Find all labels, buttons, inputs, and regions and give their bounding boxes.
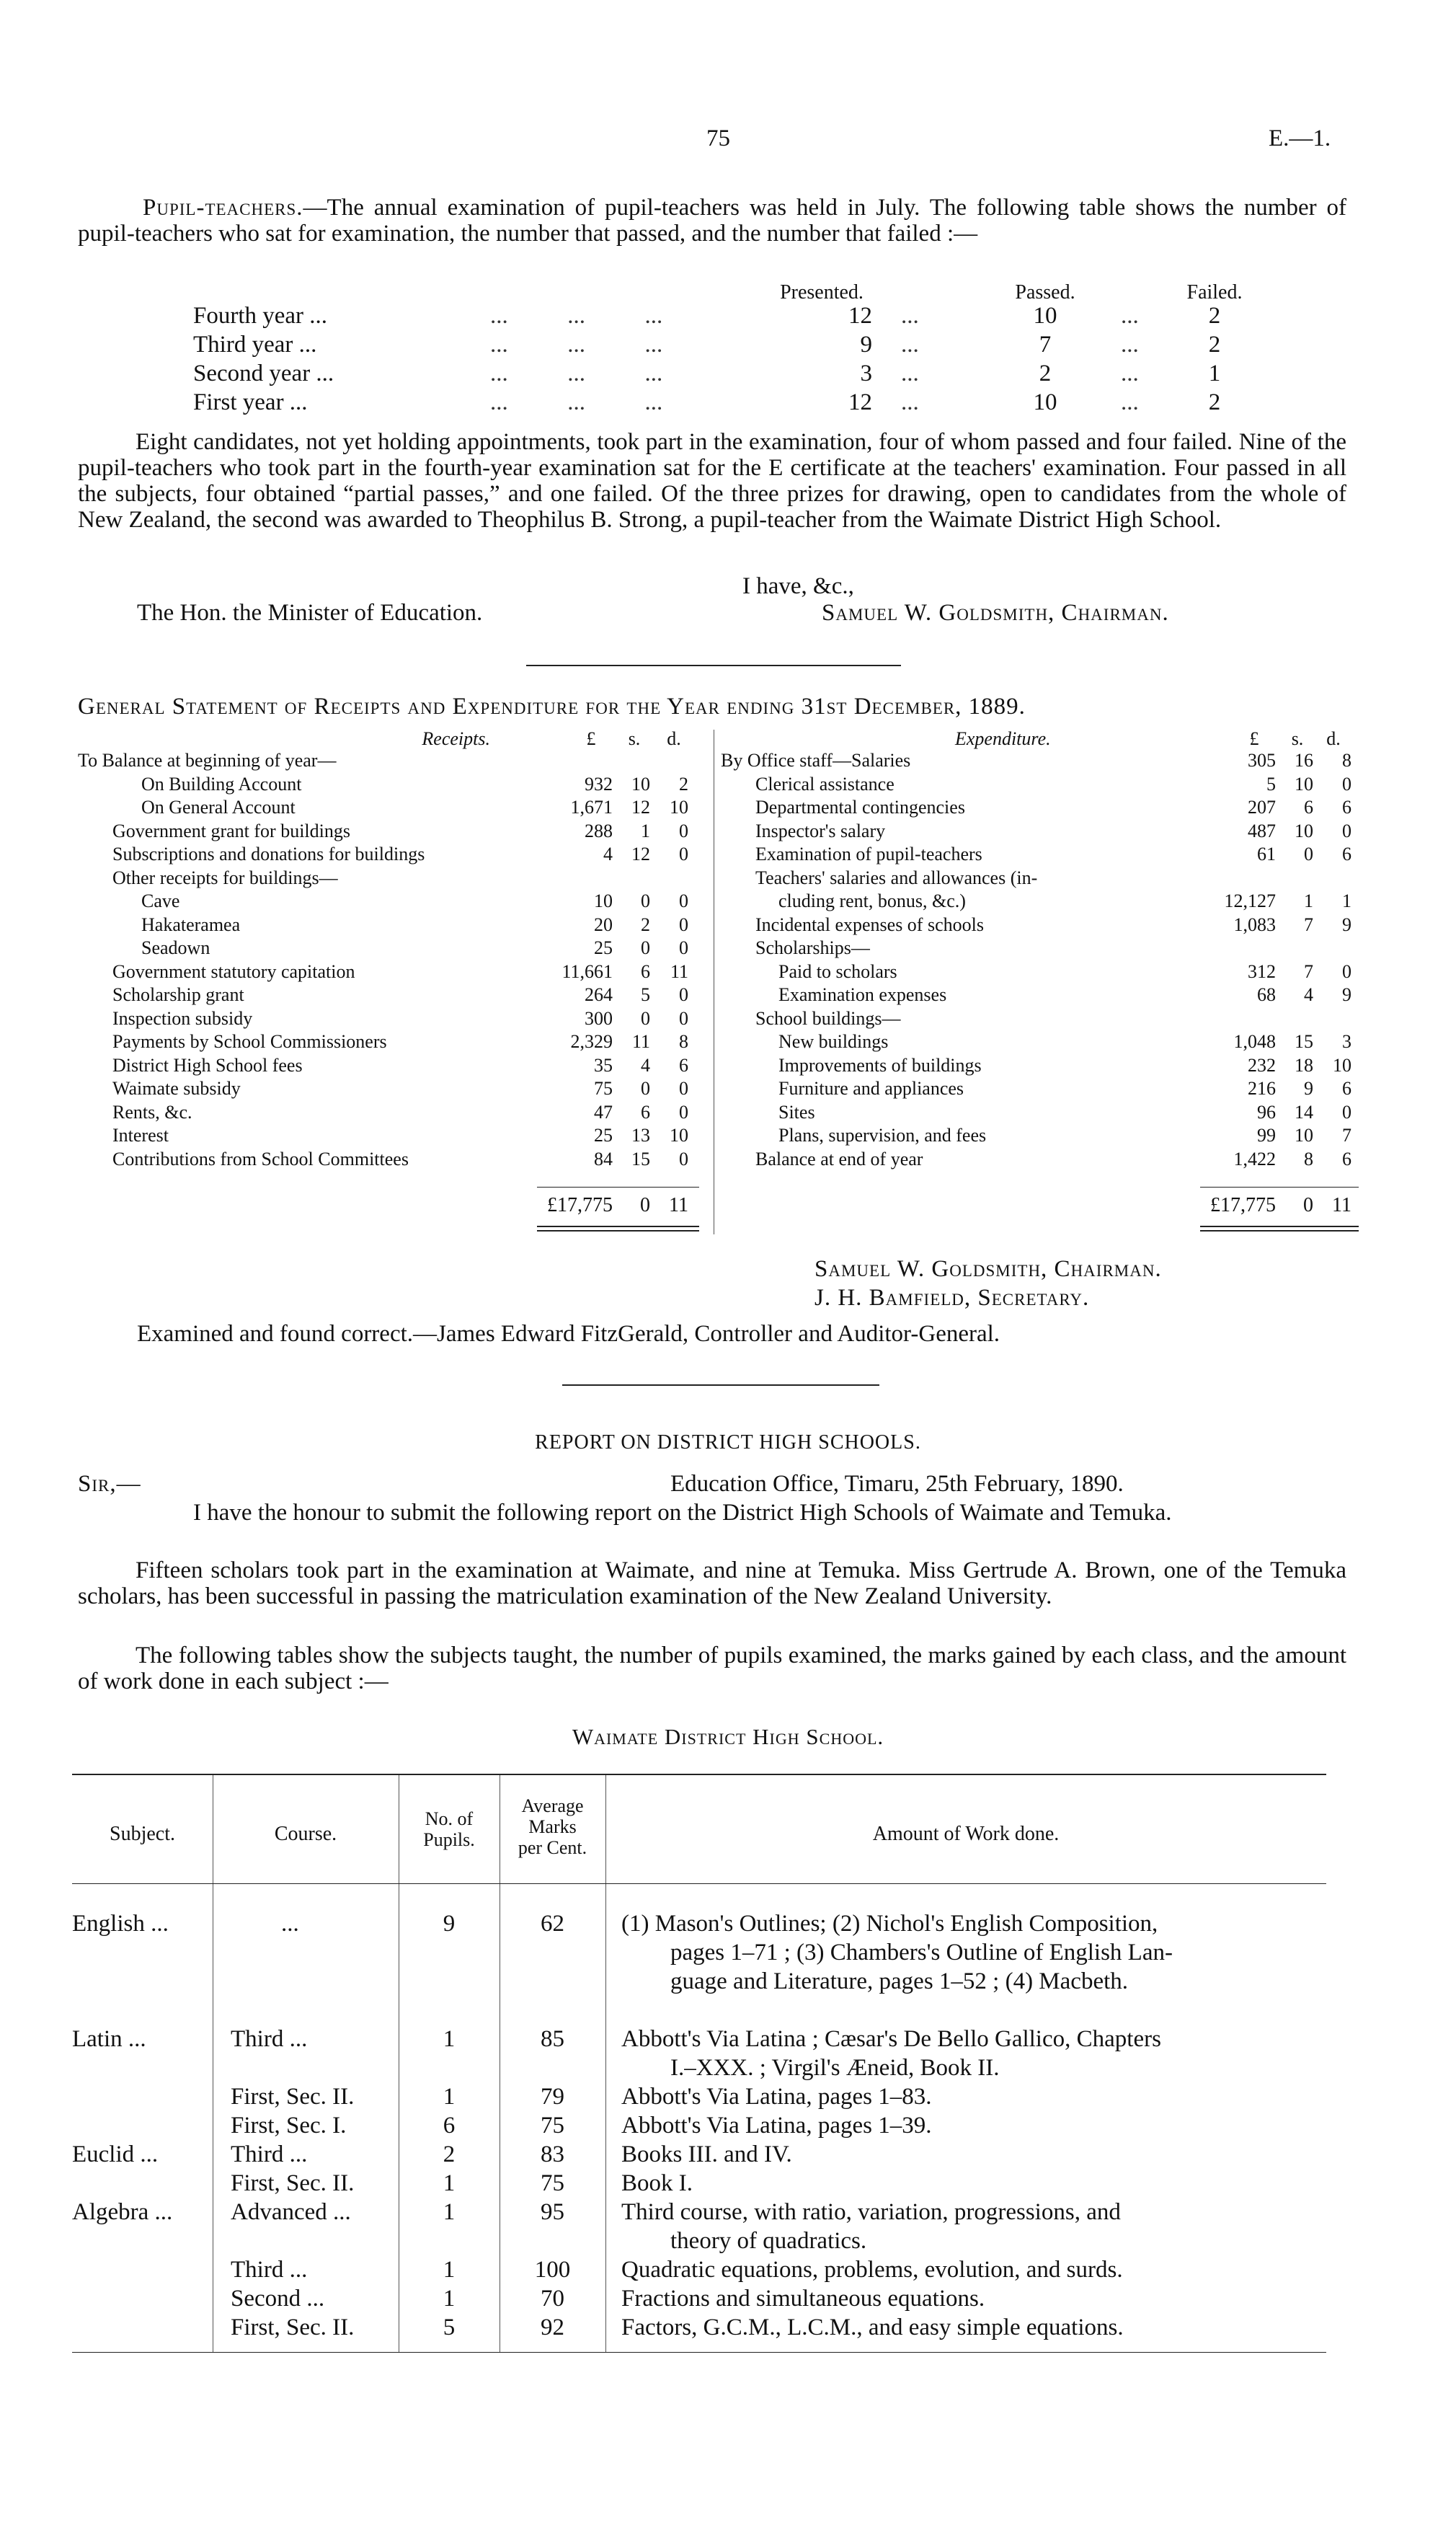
table-top-rule bbox=[72, 1774, 1326, 1775]
statement-signature-secretary: J. H. Bamfield, Secretary. bbox=[814, 1285, 1090, 1311]
receipt-row-pence: 0 bbox=[679, 820, 688, 841]
statement-signature-chairman: Samuel W. Goldsmith, Chairman. bbox=[814, 1256, 1162, 1282]
expenditure-row-pounds: 207 bbox=[1248, 797, 1276, 818]
table-row-pupils: 1 bbox=[443, 2170, 456, 2196]
expenditure-row-shillings: 1 bbox=[1304, 890, 1313, 911]
expenditure-row-pence: 9 bbox=[1342, 984, 1351, 1005]
expenditure-row-pounds: 1,048 bbox=[1233, 1031, 1276, 1052]
table-row-marks: 100 bbox=[534, 2257, 571, 2283]
receipt-row-pence: 0 bbox=[679, 1148, 688, 1169]
expenditure-row-shillings: 6 bbox=[1304, 797, 1313, 818]
statement-title: General Statement of Receipts and Expenditure for the Year ending 31st December, 1889. bbox=[78, 694, 1026, 720]
header-passed: Passed. bbox=[1015, 281, 1075, 304]
pt-row-failed: 1 bbox=[1208, 361, 1221, 386]
expenditure-row-shillings: 16 bbox=[1295, 750, 1313, 771]
receipt-row-pounds: 288 bbox=[585, 820, 613, 841]
expenditure-row-pounds: 1,422 bbox=[1233, 1148, 1276, 1169]
table-row-marks: 70 bbox=[541, 2286, 564, 2312]
col-header-marks bbox=[500, 1795, 605, 1858]
receipts-label: Receipts. bbox=[422, 728, 490, 749]
pt-row-leader-2: ... bbox=[901, 361, 919, 386]
receipt-row-pounds: 84 bbox=[594, 1148, 613, 1169]
page-number: 75 bbox=[706, 125, 730, 151]
expenditure-row-pence: 0 bbox=[1342, 960, 1351, 982]
table-row-marks: 85 bbox=[541, 2026, 564, 2052]
receipt-row-pence: 10 bbox=[670, 1125, 688, 1146]
receipt-row-label: Cave bbox=[141, 890, 180, 911]
table-row-subject: Euclid ... bbox=[72, 2141, 159, 2167]
report-dateline: Education Office, Timaru, 25th February, 1890. bbox=[670, 1471, 1124, 1497]
table-row-work: theory of quadratics. bbox=[670, 2228, 867, 2254]
expenditure-row-shillings: 14 bbox=[1295, 1101, 1313, 1123]
receipt-row-label: On General Account bbox=[141, 797, 296, 818]
receipt-row-label: Rents, &c. bbox=[112, 1101, 192, 1123]
table-row-work: (1) Mason's Outlines; (2) Nichol's English Composition, bbox=[621, 1911, 1158, 1937]
expenditure-row-pounds: 68 bbox=[1257, 984, 1276, 1005]
pt-row-label: First year ... bbox=[193, 389, 308, 415]
receipt-row-label: Contributions from School Committees bbox=[112, 1148, 409, 1169]
expenditure-total-rule-bottom-1 bbox=[1200, 1226, 1359, 1227]
receipt-row-label: District High School fees bbox=[112, 1054, 303, 1076]
pt-row-leader: ... ... ... bbox=[490, 361, 663, 386]
table-bottom-rule bbox=[72, 2352, 1326, 2353]
table-row-pupils: 1 bbox=[443, 2257, 456, 2283]
pt-row-presented: 12 bbox=[848, 303, 872, 329]
table-row-course: First, Sec. I. bbox=[231, 2113, 347, 2139]
receipt-row-label: Scholarship grant bbox=[112, 984, 244, 1005]
expenditure-pound-header: £ bbox=[1249, 728, 1259, 749]
receipt-row-pounds: 300 bbox=[585, 1007, 613, 1029]
expenditure-row-label: Sites bbox=[778, 1101, 815, 1123]
addressee: The Hon. the Minister of Education. bbox=[137, 600, 483, 626]
expenditure-row-pence: 0 bbox=[1342, 1101, 1351, 1123]
expenditure-row-label: Teachers' salaries and allowances (in- bbox=[755, 867, 1038, 888]
col-header-pupils-line-1: No. of bbox=[425, 1808, 474, 1829]
receipt-row-shillings: 6 bbox=[641, 960, 650, 982]
table-row-pupils: 1 bbox=[443, 2199, 456, 2225]
expenditure-row-shillings: 0 bbox=[1304, 844, 1313, 865]
table-row-work: Books III. and IV. bbox=[621, 2141, 792, 2167]
expenditure-row-pence: 6 bbox=[1342, 1148, 1351, 1169]
table-row-marks: 95 bbox=[541, 2199, 564, 2225]
waimate-table-title: Waimate District High School. bbox=[572, 1724, 884, 1749]
table-row-marks: 83 bbox=[541, 2141, 564, 2167]
table-row-marks: 75 bbox=[541, 2170, 564, 2196]
report-salutation: Sir,— bbox=[78, 1471, 141, 1497]
receipt-row-label: Interest bbox=[112, 1125, 169, 1146]
receipt-row-shillings: 15 bbox=[631, 1148, 650, 1169]
header-presented: Presented. bbox=[780, 281, 864, 304]
pt-row-label: Fourth year ... bbox=[193, 303, 328, 329]
receipts-total-shillings: 0 bbox=[640, 1194, 650, 1216]
expenditure-row-pence: 6 bbox=[1342, 1078, 1351, 1099]
receipts-pound-header: £ bbox=[586, 728, 596, 749]
table-row-marks: 79 bbox=[541, 2084, 564, 2110]
expenditure-row-label: New buildings bbox=[778, 1031, 889, 1052]
expenditure-shilling-header: s. bbox=[1291, 728, 1304, 749]
receipt-row-pounds: 25 bbox=[594, 1125, 613, 1146]
receipt-row-label: Seadown bbox=[141, 937, 210, 958]
col-header-subject: Subject. bbox=[110, 1823, 175, 1845]
header-failed: Failed. bbox=[1186, 281, 1243, 304]
pt-row-presented: 3 bbox=[860, 361, 872, 386]
expenditure-pence-header: d. bbox=[1326, 728, 1341, 749]
pt-row-passed: 10 bbox=[1033, 303, 1057, 329]
receipt-row-shillings: 12 bbox=[631, 844, 650, 865]
table-row-work: Factors, G.C.M., L.C.M., and easy simple equations. bbox=[621, 2314, 1124, 2340]
receipt-row-shillings: 1 bbox=[641, 820, 650, 841]
table-row-marks: 62 bbox=[541, 1911, 564, 1937]
table-row-course: Third ... bbox=[231, 2026, 308, 2052]
receipt-row-label: To Balance at beginning of year— bbox=[78, 750, 337, 771]
expenditure-row-pence: 9 bbox=[1342, 914, 1351, 935]
expenditure-row-pounds: 1,083 bbox=[1233, 914, 1276, 935]
table-row-subject: Latin ... bbox=[72, 2026, 146, 2052]
receipt-row-shillings: 12 bbox=[631, 797, 650, 818]
receipt-row-label: Waimate subsidy bbox=[112, 1078, 241, 1099]
expenditure-row-label: Clerical assistance bbox=[755, 773, 895, 795]
receipt-row-pounds: 264 bbox=[585, 984, 613, 1005]
expenditure-row-shillings: 10 bbox=[1295, 820, 1313, 841]
table-row-marks: 92 bbox=[541, 2314, 564, 2340]
table-header-rule bbox=[72, 1883, 1326, 1884]
receipt-row-shillings: 5 bbox=[641, 984, 650, 1005]
receipt-row-shillings: 0 bbox=[641, 1078, 650, 1099]
table-row-pupils: 1 bbox=[443, 2026, 456, 2052]
table-row-work: Quadratic equations, problems, evolution, and surds. bbox=[621, 2257, 1123, 2283]
receipt-row-shillings: 13 bbox=[631, 1125, 650, 1146]
table-row-pupils: 9 bbox=[443, 1911, 456, 1937]
pt-row-passed: 2 bbox=[1039, 361, 1052, 386]
expenditure-row-pence: 6 bbox=[1342, 797, 1351, 818]
receipt-row-shillings: 0 bbox=[641, 937, 650, 958]
receipt-row-shillings: 4 bbox=[641, 1054, 650, 1076]
pupil-teachers-lead: Pupil-teachers. bbox=[143, 195, 303, 221]
pt-row-label: Third year ... bbox=[193, 332, 317, 358]
expenditure-row-shillings: 7 bbox=[1304, 914, 1313, 935]
table-row-course: ... bbox=[281, 1911, 299, 1937]
receipt-row-pounds: 35 bbox=[594, 1054, 613, 1076]
table-row-course: Third ... bbox=[231, 2141, 308, 2167]
table-row-course: First, Sec. II. bbox=[231, 2314, 355, 2340]
col-header-marks-line-2: Marks bbox=[528, 1816, 577, 1837]
pt-row-failed: 2 bbox=[1208, 389, 1221, 415]
receipt-row-pence: 0 bbox=[679, 937, 688, 958]
receipt-row-pounds: 1,671 bbox=[570, 797, 613, 818]
pt-row-leader-2: ... bbox=[901, 303, 919, 329]
expenditure-row-label: Examination expenses bbox=[778, 984, 947, 1005]
col-header-course: Course. bbox=[274, 1823, 337, 1845]
expenditure-row-pounds: 232 bbox=[1248, 1054, 1276, 1076]
expenditure-row-shillings: 15 bbox=[1295, 1031, 1313, 1052]
expenditure-row-label: cluding rent, bonus, &c.) bbox=[778, 890, 966, 911]
expenditure-row-label: Balance at end of year bbox=[755, 1148, 923, 1169]
receipt-row-pence: 10 bbox=[670, 797, 688, 818]
pt-row-failed: 2 bbox=[1208, 332, 1221, 358]
col-header-marks-line-3: per Cent. bbox=[518, 1837, 587, 1858]
pt-row-leader-3: ... bbox=[1121, 332, 1139, 358]
pt-row-passed: 10 bbox=[1033, 389, 1057, 415]
receipt-row-pounds: 2,329 bbox=[570, 1031, 613, 1052]
expenditure-row-pence: 0 bbox=[1342, 820, 1351, 841]
receipt-row-pounds: 25 bbox=[594, 937, 613, 958]
receipt-row-pence: 2 bbox=[679, 773, 688, 795]
pt-row-label: Second year ... bbox=[193, 361, 334, 386]
table-row-pupils: 1 bbox=[443, 2084, 456, 2110]
expenditure-total-shillings: 0 bbox=[1303, 1194, 1313, 1216]
table-row-course: First, Sec. II. bbox=[231, 2170, 355, 2196]
expenditure-row-label: Paid to scholars bbox=[778, 960, 897, 982]
pt-row-leader: ... ... ... bbox=[490, 389, 663, 415]
report-paragraph-3: The following tables show the subjects taught, the number of pupils examined, the marks gained by each class, and the amount of work done in each subject :— bbox=[78, 1642, 1346, 1694]
table-row-pupils: 5 bbox=[443, 2314, 456, 2340]
expenditure-row-shillings: 9 bbox=[1304, 1078, 1313, 1099]
expenditure-row-shillings: 4 bbox=[1304, 984, 1313, 1005]
expenditure-row-label: Departmental contingencies bbox=[755, 797, 965, 818]
document-code: E.—1. bbox=[1269, 125, 1331, 151]
receipt-row-shillings: 0 bbox=[641, 1007, 650, 1029]
expenditure-row-label: Inspector's salary bbox=[755, 820, 886, 841]
expenditure-row-pounds: 61 bbox=[1257, 844, 1276, 865]
report-paragraph-1: I have the honour to submit the following report on the District High Schools of Waimate and Temuka. bbox=[193, 1500, 1172, 1526]
receipt-row-pence: 11 bbox=[670, 960, 688, 982]
col-header-marks-line-1: Average bbox=[521, 1795, 584, 1816]
receipts-total-rule-bottom-2 bbox=[537, 1230, 699, 1232]
expenditure-row-pence: 1 bbox=[1342, 890, 1351, 911]
receipt-row-label: Inspection subsidy bbox=[112, 1007, 253, 1029]
table-row-work: Abbott's Via Latina ; Cæsar's De Bello Gallico, Chapters bbox=[621, 2026, 1161, 2052]
expenditure-row-pounds: 216 bbox=[1248, 1078, 1276, 1099]
expenditure-row-shillings: 10 bbox=[1295, 1125, 1313, 1146]
table-row-pupils: 1 bbox=[443, 2286, 456, 2312]
receipt-row-label: Payments by School Commissioners bbox=[112, 1031, 387, 1052]
pt-row-leader-2: ... bbox=[901, 389, 919, 415]
pt-row-leader-3: ... bbox=[1121, 389, 1139, 415]
receipt-row-pounds: 75 bbox=[594, 1078, 613, 1099]
table-row-subject: Algebra ... bbox=[72, 2199, 173, 2225]
receipt-row-shillings: 11 bbox=[631, 1031, 650, 1052]
receipt-row-shillings: 10 bbox=[631, 773, 650, 795]
expenditure-row-pence: 0 bbox=[1342, 773, 1351, 795]
expenditure-row-label: School buildings— bbox=[755, 1007, 901, 1029]
expenditure-row-pounds: 305 bbox=[1248, 750, 1276, 771]
receipt-row-label: Government grant for buildings bbox=[112, 820, 350, 841]
col-header-work: Amount of Work done. bbox=[872, 1823, 1060, 1845]
pt-row-leader: ... ... ... bbox=[490, 303, 663, 329]
receipts-total-rule-top bbox=[537, 1187, 699, 1188]
expenditure-row-pounds: 12,127 bbox=[1224, 890, 1276, 911]
receipt-row-shillings: 2 bbox=[641, 914, 650, 935]
receipt-row-label: Government statutory capitation bbox=[112, 960, 355, 982]
receipts-total-pence: 11 bbox=[669, 1194, 688, 1216]
receipt-row-pence: 0 bbox=[679, 914, 688, 935]
expenditure-row-pence: 10 bbox=[1333, 1054, 1351, 1076]
receipt-row-pounds: 11,661 bbox=[561, 960, 613, 982]
col-header-pupils bbox=[399, 1808, 500, 1850]
receipt-row-pence: 0 bbox=[679, 1078, 688, 1099]
expenditure-row-pounds: 487 bbox=[1248, 820, 1276, 841]
table-row-work: Abbott's Via Latina, pages 1–83. bbox=[621, 2084, 932, 2110]
expenditure-row-pence: 7 bbox=[1342, 1125, 1351, 1146]
receipt-row-label: Hakateramea bbox=[141, 914, 241, 935]
receipt-row-pounds: 10 bbox=[594, 890, 613, 911]
receipt-row-label: Subscriptions and donations for buildings bbox=[112, 844, 425, 865]
table-row-work: pages 1–71 ; (3) Chambers's Outline of English Lan- bbox=[670, 1940, 1173, 1966]
receipts-shilling-header: s. bbox=[628, 728, 641, 749]
expenditure-row-shillings: 18 bbox=[1295, 1054, 1313, 1076]
expenditure-row-pounds: 96 bbox=[1257, 1101, 1276, 1123]
section-divider-2 bbox=[562, 1384, 879, 1386]
expenditure-row-shillings: 10 bbox=[1295, 773, 1313, 795]
receipt-row-label: On Building Account bbox=[141, 773, 302, 795]
receipt-row-pounds: 20 bbox=[594, 914, 613, 935]
pt-row-leader: ... ... ... bbox=[490, 332, 663, 358]
col-header-pupils-line-2: Pupils. bbox=[423, 1829, 475, 1850]
expenditure-row-pounds: 99 bbox=[1257, 1125, 1276, 1146]
expenditure-row-label: By Office staff—Salaries bbox=[721, 750, 911, 771]
expenditure-total-rule-top bbox=[1200, 1187, 1359, 1188]
section-divider bbox=[526, 665, 901, 666]
receipt-row-pence: 0 bbox=[679, 844, 688, 865]
table-row-course: First, Sec. II. bbox=[231, 2084, 355, 2110]
receipt-row-shillings: 0 bbox=[641, 890, 650, 911]
pt-row-leader-3: ... bbox=[1121, 303, 1139, 329]
expenditure-row-label: Furniture and appliances bbox=[778, 1078, 964, 1099]
table-row-pupils: 2 bbox=[443, 2141, 456, 2167]
expenditure-row-label: Improvements of buildings bbox=[778, 1054, 982, 1076]
receipt-row-pence: 6 bbox=[679, 1054, 688, 1076]
table-row-subject: English ... bbox=[72, 1911, 169, 1937]
expenditure-total-pounds: £17,775 bbox=[1210, 1194, 1276, 1216]
expenditure-row-label: Examination of pupil-teachers bbox=[755, 844, 982, 865]
expenditure-row-shillings: 7 bbox=[1304, 960, 1313, 982]
receipt-row-pounds: 932 bbox=[585, 773, 613, 795]
expenditure-total-rule-bottom-2 bbox=[1200, 1230, 1359, 1232]
expenditure-row-label: Scholarships— bbox=[755, 937, 870, 958]
closing: I have, &c., bbox=[742, 573, 854, 599]
receipt-row-pounds: 47 bbox=[594, 1101, 613, 1123]
expenditure-row-pounds: 312 bbox=[1248, 960, 1276, 982]
table-row-work: Abbott's Via Latina, pages 1–39. bbox=[621, 2113, 932, 2139]
expenditure-row-label: Incidental expenses of schools bbox=[755, 914, 984, 935]
col-divider-4 bbox=[605, 1775, 606, 2352]
receipts-total-pounds: £17,775 bbox=[547, 1194, 613, 1216]
receipt-row-pence: 0 bbox=[679, 890, 688, 911]
expenditure-label: Expenditure. bbox=[955, 728, 1051, 749]
table-row-work: guage and Literature, pages 1–52 ; (4) Macbeth. bbox=[670, 1968, 1129, 1994]
pt-row-leader-3: ... bbox=[1121, 361, 1139, 386]
expenditure-row-pounds: 5 bbox=[1266, 773, 1276, 795]
receipt-row-pounds: 4 bbox=[603, 844, 613, 865]
table-row-pupils: 6 bbox=[443, 2113, 456, 2139]
pupil-teachers-intro bbox=[78, 195, 1346, 247]
table-row-work: I.–XXX. ; Virgil's Æneid, Book II. bbox=[670, 2055, 1000, 2081]
expenditure-row-label: Plans, supervision, and fees bbox=[778, 1125, 987, 1146]
pt-row-failed: 2 bbox=[1208, 303, 1221, 329]
expenditure-row-pence: 6 bbox=[1342, 844, 1351, 865]
signature-chairman: Samuel W. Goldsmith, Chairman. bbox=[822, 600, 1169, 626]
receipt-row-pence: 0 bbox=[679, 1007, 688, 1029]
expenditure-row-shillings: 8 bbox=[1304, 1148, 1313, 1169]
report-title: REPORT ON DISTRICT HIGH SCHOOLS. bbox=[535, 1431, 921, 1454]
table-row-work: Third course, with ratio, variation, progressions, and bbox=[621, 2199, 1121, 2225]
table-row-course: Second ... bbox=[231, 2286, 325, 2312]
table-row-course: Third ... bbox=[231, 2257, 308, 2283]
table-row-marks: 75 bbox=[541, 2113, 564, 2139]
receipt-row-pence: 8 bbox=[679, 1031, 688, 1052]
expenditure-row-pence: 8 bbox=[1342, 750, 1351, 771]
pt-row-leader-2: ... bbox=[901, 332, 919, 358]
expenditure-total-pence: 11 bbox=[1332, 1194, 1351, 1216]
receipts-total-rule-bottom-1 bbox=[537, 1226, 699, 1227]
pt-row-presented: 9 bbox=[860, 332, 872, 358]
receipt-row-pence: 0 bbox=[679, 1101, 688, 1123]
receipt-row-label: Other receipts for buildings— bbox=[112, 867, 338, 888]
pt-row-passed: 7 bbox=[1039, 332, 1052, 358]
table-row-course: Advanced ... bbox=[231, 2199, 351, 2225]
receipt-row-pence: 0 bbox=[679, 984, 688, 1005]
pupil-teachers-paragraph: Eight candidates, not yet holding appointments, took part in the examination, four of whom passed and four failed. Nine of the pupil-teachers who took part in the fourth-year examination sat for the E certificate at the teachers' examination. Four passed in all the subjects, four obtained “partial passes,” and one failed. Of the three prizes for drawing, open to candidates from the whole of New Zealand, the second was awarded to Theophilus B. Strong, a pupil-teacher from the Waimate District High School. bbox=[78, 429, 1346, 533]
report-paragraph-2: Fifteen scholars took part in the examination at Waimate, and nine at Temuka. Miss Gertrude A. Brown, one of the Temuka scholars, has been successful in passing the matriculation examination of the New Zealand University. bbox=[78, 1557, 1346, 1609]
auditor-examined: Examined and found correct.—James Edward FitzGerald, Controller and Auditor-General. bbox=[137, 1321, 1000, 1347]
pt-row-presented: 12 bbox=[848, 389, 872, 415]
receipts-pence-header: d. bbox=[667, 728, 681, 749]
pupil-teachers-intro-text: —The annual examination of pupil-teachers was held in July. The following table shows the number of pupil-teachers who sat for examination, the number that passed, and the number that failed :— bbox=[78, 195, 1346, 247]
receipt-row-shillings: 6 bbox=[641, 1101, 650, 1123]
table-row-work: Fractions and simultaneous equations. bbox=[621, 2286, 985, 2312]
table-row-work: Book I. bbox=[621, 2170, 693, 2196]
expenditure-row-pence: 3 bbox=[1342, 1031, 1351, 1052]
